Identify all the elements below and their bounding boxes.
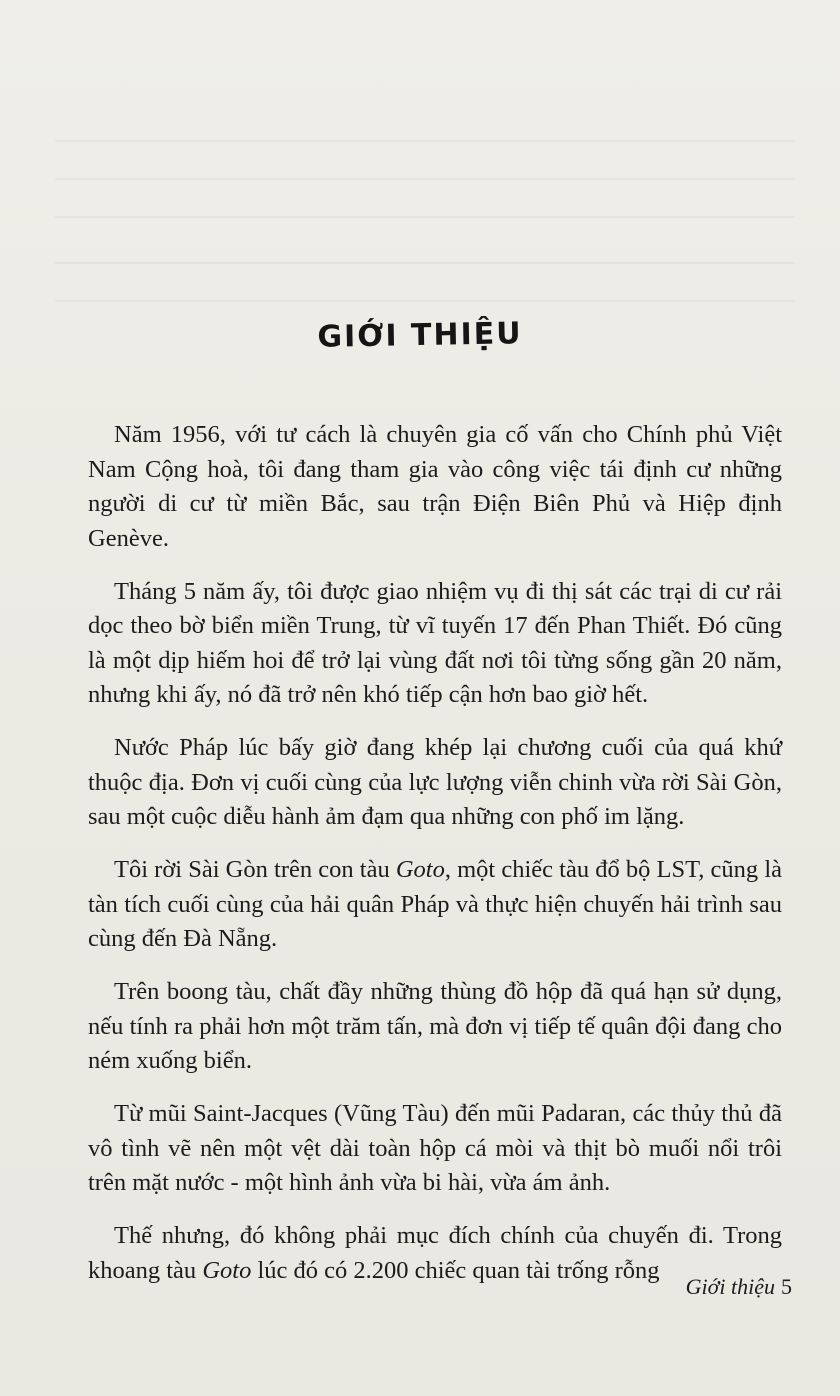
paragraph-4-before: Tôi rời Sài Gòn trên con tàu — [114, 856, 396, 883]
body-text — [88, 418, 782, 1307]
paragraph-4-after: , một chiếc tàu đổ bộ LST, cũng là tàn tích cuối cùng của hải quân Pháp và thực hiện chuyến hải trình sau cùng đến Đà Nẵng. — [88, 856, 782, 952]
paragraph-7 — [88, 1219, 782, 1288]
paragraph-6: Từ mũi Saint-Jacques (Vũng Tàu) đến mũi Padaran, các thủy thủ đã vô tình vẽ nên một vệt dài toàn hộp cá mòi và thịt bò muối nổi trôi trên mặt nước - một hình ảnh vừa bi hài, vừa ám ảnh. — [88, 1100, 782, 1196]
ship-name: Goto — [395, 856, 445, 883]
paragraph-3: Nước Pháp lúc bấy giờ đang khép lại chương cuối của quá khứ thuộc địa. Đơn vị cuối cùng của lực lượng viễn chinh vừa rời Sài Gòn, sau một cuộc diễu hành ảm đạm qua những con phố im lặng. — [88, 734, 782, 830]
paragraph-1: Năm 1956, với tư cách là chuyên gia cố vấn cho Chính phủ Việt Nam Cộng hoà, tôi đang tham gia vào công việc tái định cư những người di cư từ miền Bắc, sau trận Điện Biên Phủ và Hiệp định Genève. — [88, 421, 782, 552]
paragraph-4 — [88, 853, 782, 957]
footer-section-title: Giới thiệu — [685, 1274, 775, 1299]
chapter-title: GIỚI THIỆU — [317, 316, 523, 355]
paragraph-2: Tháng 5 năm ấy, tôi được giao nhiệm vụ đi thị sát các trại di cư rải dọc theo bờ biển miền Trung, từ vĩ tuyến 17 đến Phan Thiết. Đó cũng là một dịp hiếm hoi để trở lại vùng đất nơi tôi từng sống gần 20 năm, nhưng khi ấy, nó đã trở nên khó tiếp cận hơn bao giờ hết. — [88, 577, 782, 708]
page-number: 5 — [781, 1274, 792, 1299]
paragraph-7-before: Thế nhưng, đó không phải mục đích chính của chuyến đi. Trong khoang tàu — [88, 1222, 782, 1284]
paragraph-5: Trên boong tàu, chất đầy những thùng đồ hộp đã quá hạn sử dụng, nếu tính ra phải hơn một trăm tấn, mà đơn vị tiếp tế quân đội đang cho ném xuống biển. — [88, 978, 782, 1074]
ship-name: Goto — [202, 1256, 252, 1284]
page-footer — [686, 1274, 792, 1300]
paragraph-7-after: lúc đó có 2.200 chiếc quan tài trống rỗng — [251, 1256, 660, 1284]
